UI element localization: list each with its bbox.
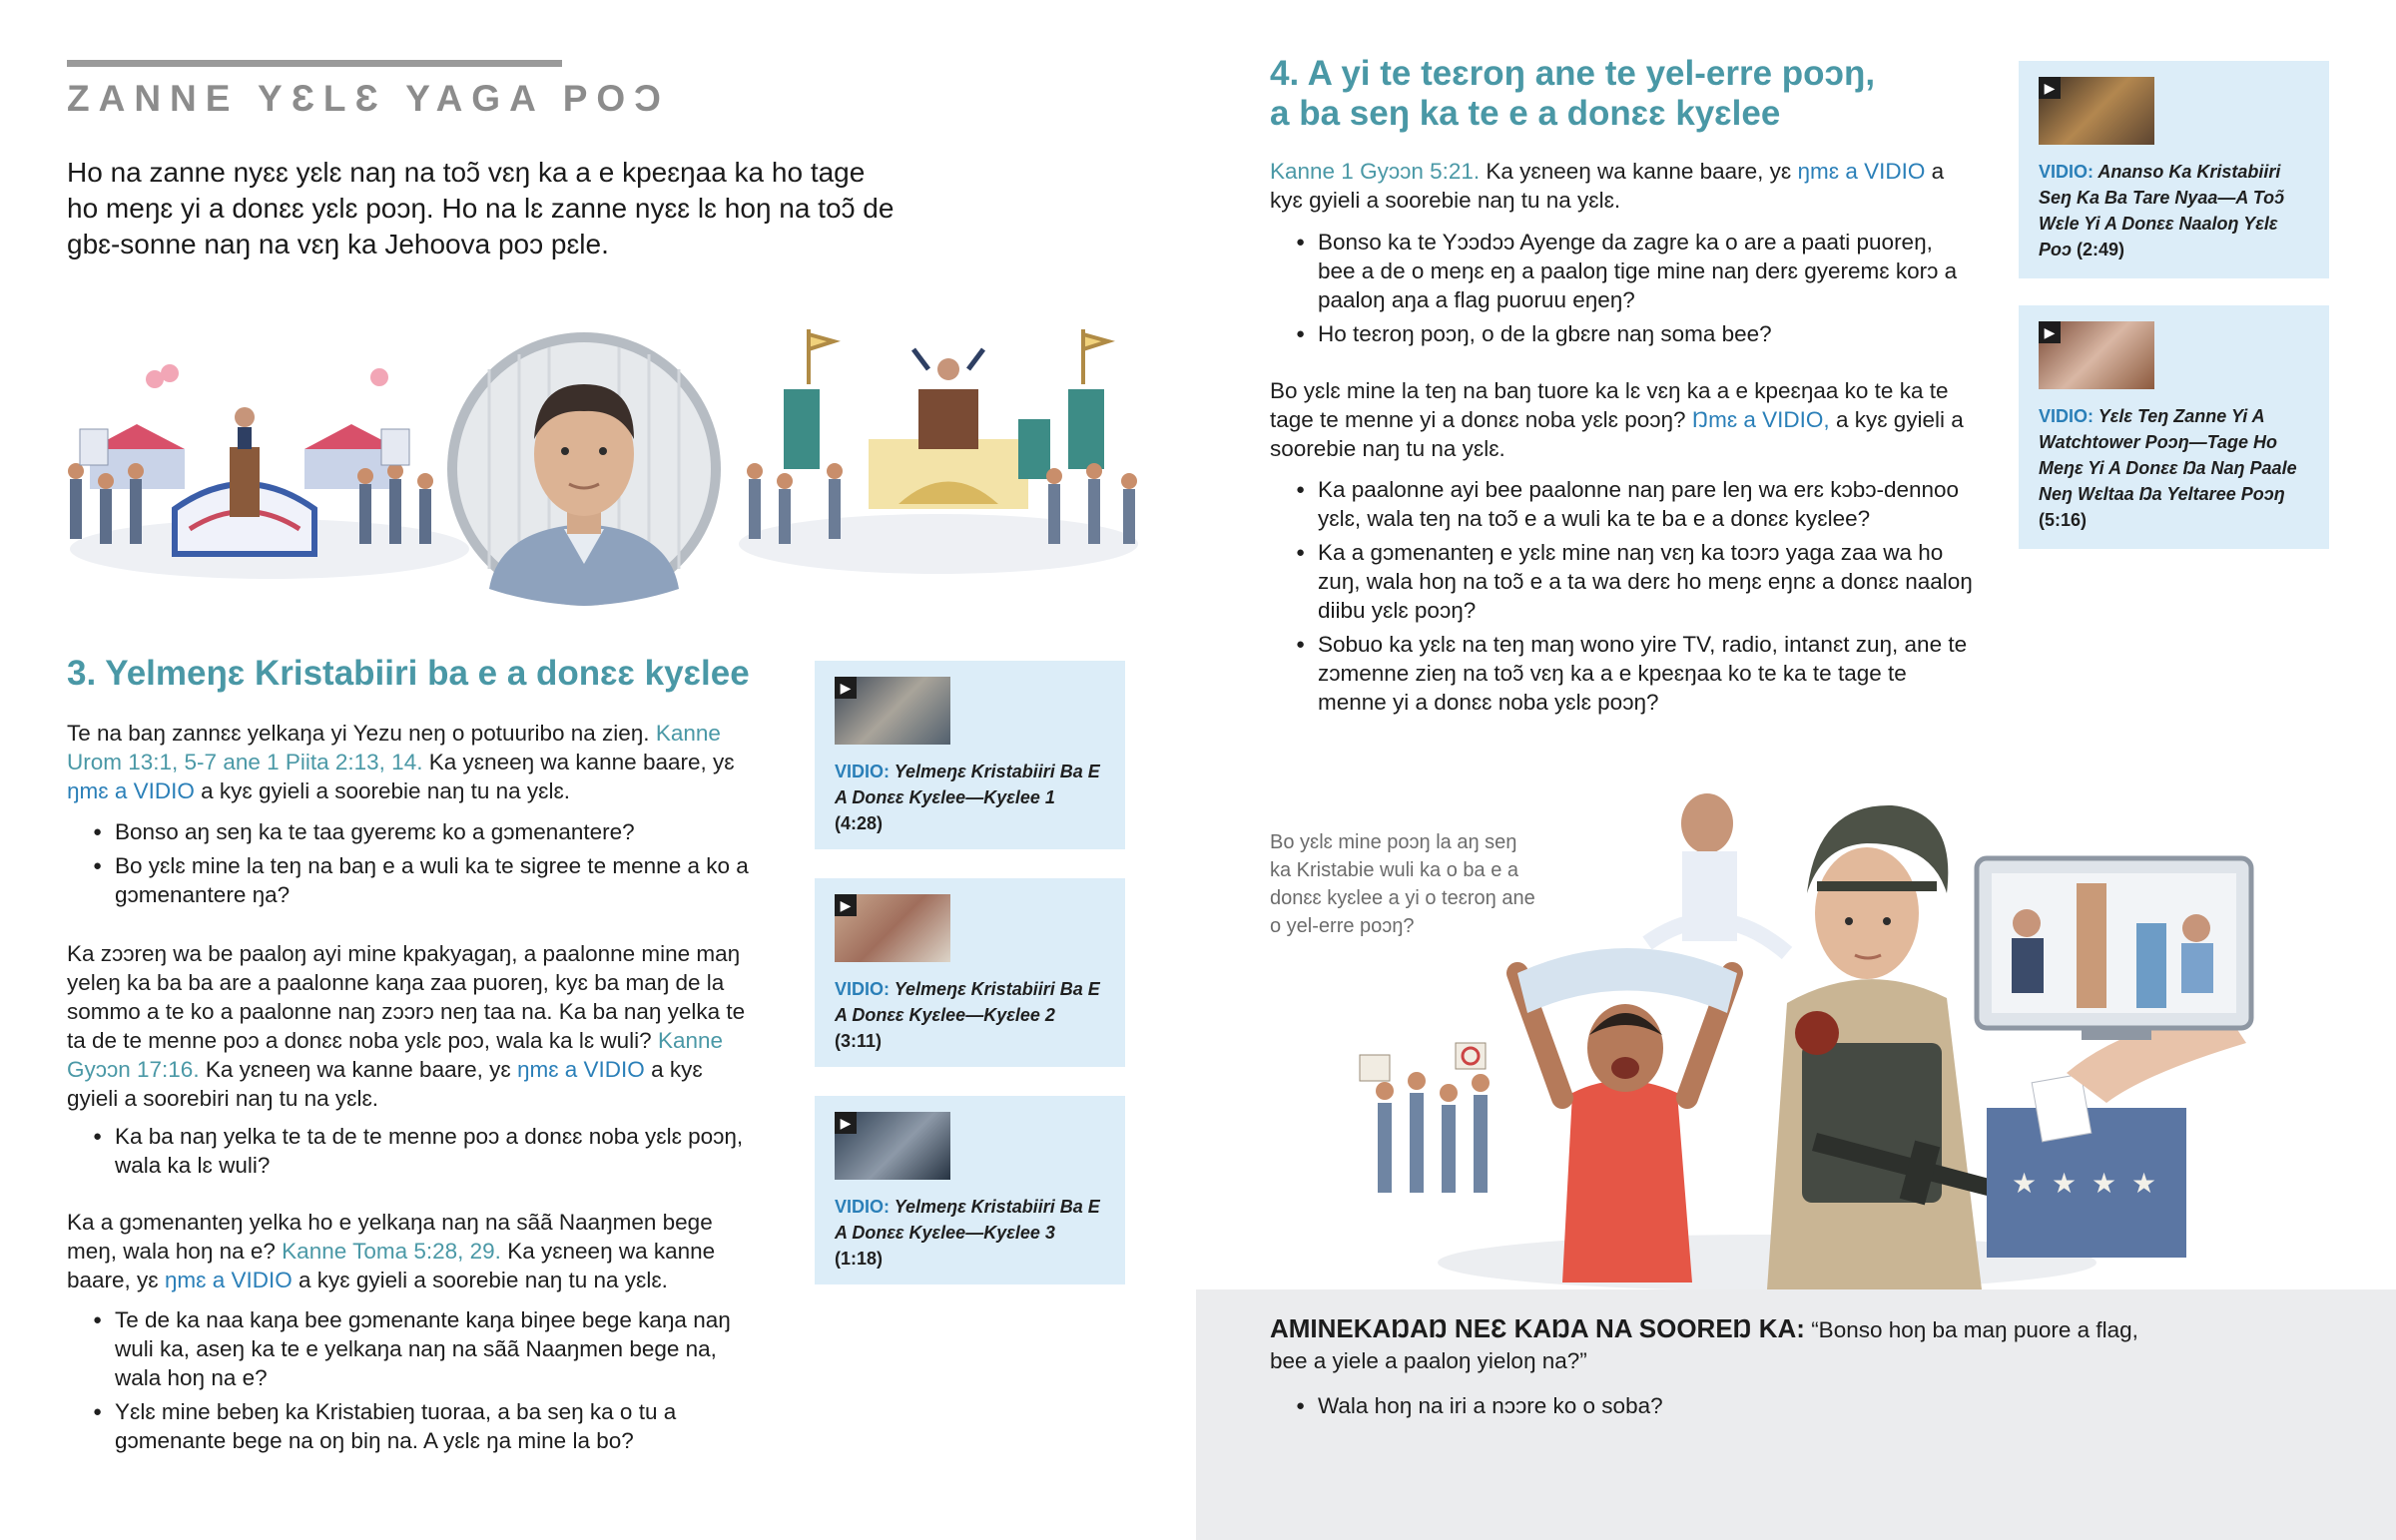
video-tag: VIDIO: [835,979,891,999]
video-duration: (2:49) [2077,240,2125,259]
video-duration: (5:16) [2039,510,2088,530]
video-tag: VIDIO: [2039,406,2095,426]
section-3-paragraph-2 [67,939,756,1113]
section-3-paragraph-3 [67,1208,756,1294]
paragraph-text: a kyɛ gyieli a soorebie naŋ tu na yɛlɛ. [1270,407,1964,461]
video-link[interactable]: Ŋmɛ a VIDIO, [1691,407,1830,432]
video-link[interactable]: ŋmɛ a VIDIO [67,778,195,803]
scripture-link[interactable]: Kanne 1 Gyɔɔn 5:21. [1270,159,1481,184]
svg-text:★: ★ [2012,1168,2038,1199]
play-icon[interactable]: ▶ [835,894,857,916]
paragraph-text: a kyɛ gyieli a soorebie naŋ tu na yɛlɛ. [1270,159,1945,213]
paragraph-text: a kyɛ gyieli a soorebiri naŋ tu na yɛlɛ. [67,1057,703,1111]
video-card[interactable] [2019,61,2329,278]
paragraph-text: Ka yɛneeŋ wa kanne baare, yɛ [1486,159,1792,184]
question-item: ● Bonso ka te Yɔɔdɔɔ Ayenge da zagre ka o are a paati puoreŋ, bee a de o meŋɛ eŋ a paaloŋ tige mine naŋ derɛ gyeremɛ korɔ a paaloŋ aŋa a flag puoruu eŋeŋ? [1270,228,1969,314]
protest-soldier-voting-illustration [1348,744,2346,1289]
video-link[interactable]: ŋmɛ a VIDIO [1797,159,1926,184]
question-item: ● Bonso aŋ seŋ ka te taa gyeremɛ ko a gɔmenantere? [67,817,756,846]
svg-text:★: ★ [2052,1168,2078,1199]
play-icon[interactable]: ▶ [835,1112,857,1134]
video-link[interactable]: ŋmɛ a VIDIO [516,1057,645,1082]
video-duration: (1:18) [835,1249,884,1269]
video-card[interactable] [815,878,1125,1067]
video-duration: (4:28) [835,813,884,833]
section-4-heading [1270,54,1969,134]
scripture-link[interactable]: Kanne Urom 13:1, 5-7 ane 1 Piita 2:13, 14. [67,721,721,774]
video-caption [835,759,1104,836]
video-link[interactable]: ŋmɛ a VIDIO [164,1268,293,1292]
question-item: ● Ka paalonne ayi bee paalonne naŋ pare leŋ wa erɛ kɔbɔ-dennoo yɛlɛ, wala teŋ na toɔ̃ e a wuli ka te ba e a donɛɛ kyɛlee? [1270,475,1979,533]
illustration-caption: Bo yɛlɛ mine poɔŋ la aŋ seŋ ka Kristabie wuli ka o ba e a donɛɛ kyɛlee a yi o teɛroŋ ane o yel-erre poɔŋ? [1270,831,1535,937]
lesson-kicker: ZANNE YƐLƐ YAGA POƆ [67,78,670,119]
video-duration: (3:11) [835,1031,883,1051]
video-tag: VIDIO: [835,1197,891,1217]
video-thumbnail[interactable] [2039,321,2154,389]
political-rally-illustration [60,329,1158,619]
banner-illustration [60,329,1158,619]
video-caption [2039,403,2308,533]
video-title: Ananso Ka Kristabiiri Seŋ Ka Ba Tare Nyaa—A Toɔ̃ Wɛle Yi A Donɛɛ Naaloŋ Yɛlɛ Poɔ [2039,162,2285,259]
section-3-questions-2 [67,1122,766,1185]
paragraph-text: Ka yɛneeŋ wa kanne baare, yɛ [67,1239,716,1292]
paragraph-text: Ka yɛneeŋ wa kanne baare, yɛ [205,1057,511,1082]
objection-quote: “Bonso hoŋ ba maŋ puore a flag, bee a yiele a paaloŋ yieloŋ na?” [1270,1317,2138,1373]
video-caption [835,976,1104,1054]
svg-text:★: ★ [2092,1168,2117,1199]
top-rule [67,60,562,67]
play-icon[interactable]: ▶ [2039,321,2061,343]
paragraph-text: Ka yɛneeŋ wa kanne baare, yɛ [428,750,735,774]
neutrality-illustration [1348,744,2346,1289]
video-thumbnail[interactable] [2039,77,2154,145]
video-card[interactable] [815,661,1125,849]
svg-text:★: ★ [2131,1168,2157,1199]
video-tag: VIDIO: [2039,162,2095,182]
section-3-questions-1 [67,817,756,914]
paragraph-text: Ka a gɔmenanteŋ yelka ho e yelkaŋa naŋ na sãã Naaŋmen bege meŋ, wala hoŋ na e? [67,1210,713,1264]
paragraph-text: Ka zɔɔreŋ wa be paaloŋ ayi mine kpakyagaŋ, a paalonne mine maŋ yeleŋ ka ba ba are a paalonne kaŋa zaa puoreŋ, kyɛ ba maŋ de la sommo a te ko a paalonne naŋ zɔɔrɔ neŋ taa na. Ka ba naŋ yelka te ta de te menne poɔ a donɛɛ noba yɛlɛ poɔ, wala ka lɛ wuli? [67,941,746,1053]
question-item: ● Te de ka naa kaŋa bee gɔmenante kaŋa biŋee bege kaŋa naŋ wuli ka, aseŋ ka te e yelkaŋa naŋ na sãã Naaŋmen bege na, wala hoŋ na e? [67,1305,766,1392]
paragraph-text: a kyɛ gyieli a soorebie naŋ tu na yɛlɛ. [201,778,571,803]
objection-label: AMINEKAŊAŊ NEƐ KAŊA NA SOOREŊ KA: [1270,1313,1805,1343]
video-thumbnail[interactable] [835,1112,950,1180]
question-item: ● Wala hoŋ na iri a nɔɔre ko o soba? [1270,1391,2069,1420]
scripture-link[interactable]: Kanne Gyɔɔn 17:16. [67,1028,723,1082]
video-title: Yelmeŋɛ Kristabiiri Ba E A Donɛɛ Kyɛlee—Kyɛlee 2 [835,979,1100,1025]
section-4-questions-2 [1270,475,1979,722]
lesson-intro: Ho na zanne nyɛɛ yɛlɛ naŋ na toɔ̃ vɛŋ ka a e kpeɛŋaa ka ho tage ho meŋɛ yi a donɛɛ yɛlɛ poɔŋ. Ho na lɛ zanne nyɛɛ lɛ hoŋ na toɔ̃ de gbɛ-sonne naŋ na vɛŋ ka Jehoova poɔ pɛle. [67,157,895,259]
question-item: ● Bo yɛlɛ mine la teŋ na baŋ e a wuli ka te sigree te menne a ko a gɔmenantere ŋa? [67,851,756,909]
video-caption [2039,159,2308,262]
video-thumbnail[interactable] [835,894,950,962]
video-title: Yelmeŋɛ Kristabiiri Ba E A Donɛɛ Kyɛlee—Kyɛlee 3 [835,1197,1100,1243]
question-item: ● Ho teɛroŋ poɔŋ, o de la gbɛre naŋ soma bee? [1270,319,1969,348]
play-icon[interactable]: ▶ [2039,77,2061,99]
video-title: Yɛlɛ Teŋ Zanne Yi A Watchtower Poɔŋ—Tage Ho Meŋɛ Yi A Donɛɛ Ŋa Naŋ Paale Neŋ Wɛltaa Ŋa Yeltaree Poɔŋ [2039,406,2297,504]
section-3-questions-3 [67,1305,766,1460]
video-tag: VIDIO: [835,762,891,781]
section-4-questions-1 [1270,228,1969,353]
heading-line: 4. A yi te teɛroŋ ane te yel-erre poɔŋ, [1270,54,1876,93]
section-3-heading: 3. Yelmeŋɛ Kristabiiri ba e a donɛɛ kyɛlee [67,654,750,693]
paragraph-text: a kyɛ gyieli a soorebie naŋ tu na yɛlɛ. [299,1268,668,1292]
section-4-paragraph-2 [1270,376,1969,463]
video-title: Yelmeŋɛ Kristabiiri Ba E A Donɛɛ Kyɛlee—Kyɛlee 1 [835,762,1100,807]
paragraph-text: Te na baŋ zannɛɛ yelkaŋa yi Yezu neŋ o potuuribo na zieŋ. [67,721,650,746]
scripture-link[interactable]: Kanne Toma 5:28, 29. [282,1239,501,1264]
video-thumbnail[interactable] [835,677,950,745]
question-item: ● Sobuo ka yɛlɛ na teŋ maŋ wono yire TV, radio, intanɛt zuŋ, ane te zɔmenne zieŋ na toɔ̃ vɛŋ ka a e kpeɛŋaa ko te ka te tage te menne yi a donɛɛ noba yɛlɛ poɔŋ? [1270,630,1979,717]
question-item: ● Ka a gɔmenanteŋ e yɛlɛ mine naŋ vɛŋ ka toɔrɔ yaga zaa wa ho zuŋ, wala hoŋ na toɔ̃ e a ta wa derɛ ho meŋɛ eŋnɛ a donɛɛ naaloŋ diibu yɛlɛ poɔŋ? [1270,538,1979,625]
video-card[interactable] [815,1096,1125,1284]
question-item: ● Yɛlɛ mine bebeŋ ka Kristabieŋ tuoraa, a ba seŋ ka o tu a gɔmenante bege na oŋ biŋ na. A yɛlɛ ŋa mine la bo? [67,1397,766,1455]
section-3-paragraph-1 [67,719,756,805]
objection-question [1270,1391,2069,1425]
video-caption [835,1194,1104,1272]
objection-content [1270,1313,2168,1376]
question-item: ● Ka ba naŋ yelka te ta de te menne poɔ a donɛɛ noba yɛlɛ poɔŋ, wala ka lɛ wuli? [67,1122,766,1180]
play-icon[interactable]: ▶ [835,677,857,699]
video-card[interactable] [2019,305,2329,549]
heading-line: a ba seŋ ka te e a donɛɛ kyɛlee [1270,94,1781,133]
paragraph-text: Bo yɛlɛ mine la teŋ na baŋ tuore ka lɛ vɛŋ ka a e kpeɛŋaa ko te ka te tage te menne yi a donɛɛ noba yɛlɛ poɔŋ? [1270,378,1949,432]
section-4-paragraph-1 [1270,157,1969,215]
